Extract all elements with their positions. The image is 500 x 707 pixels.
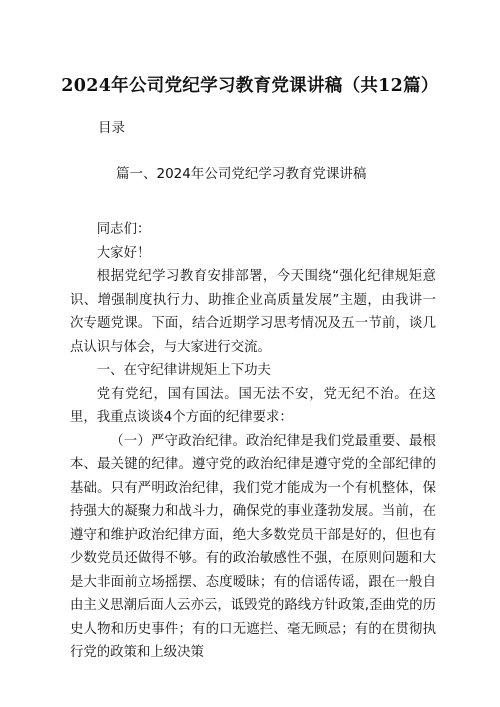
subsection-political-discipline: （一）严守政治纪律。政治纪律是我们党最重要、最根本、最关键的纪律。遵守党的政治纪律是遵守党的全部纪律的基础。只有严明政治纪律，我们党才能成为一个有机整体，保持强大的凝聚力和战斗力，确保党的事业蓬勃发展。当前，在遵守和维护政治纪律方面，绝大多数党员干部是好的，但也有少数党员还做得不够。有的政治敏感性不强，在原则问题和大是大非面前立场摇摆、态度暧昧；有的信谣传谣，跟在一般自由主义思潮后面人云亦云，诋毁党的路线方针政策,歪曲党的历史人物和历史事件；有的口无遮拦、毫无顾忌；有的在贯彻执行党的政策和上级决策 bbox=[70, 433, 436, 660]
document-title: 2024年公司党纪学习教育党课讲稿（共12篇） bbox=[61, 76, 439, 96]
greeting: 大家好！ bbox=[96, 245, 151, 261]
document-body bbox=[70, 218, 436, 665]
section-1-intro: 党有党纪，国有国法。国无法不安，党无纪不治。在这里，我重点谈谈4个方面的纪律要求： bbox=[70, 386, 436, 425]
toc-entry-1: 篇一、2024年公司党纪学习教育党课讲稿 bbox=[116, 166, 367, 182]
salutation: 同志们： bbox=[96, 222, 151, 237]
toc-label: 目录 bbox=[98, 120, 125, 136]
section-heading-1: 一、在守纪律讲规矩上下功夫 bbox=[96, 363, 271, 378]
intro-paragraph: 根据党纪学习教育安排部署，今天围绕“强化纪律规矩意识、增强制度执行力、助推企业高质量发展”主题，由我讲一次专题党课。下面，结合近期学习思考情况及五一节前，谈几点认识与体会，与大家进行交流。 bbox=[70, 269, 436, 355]
